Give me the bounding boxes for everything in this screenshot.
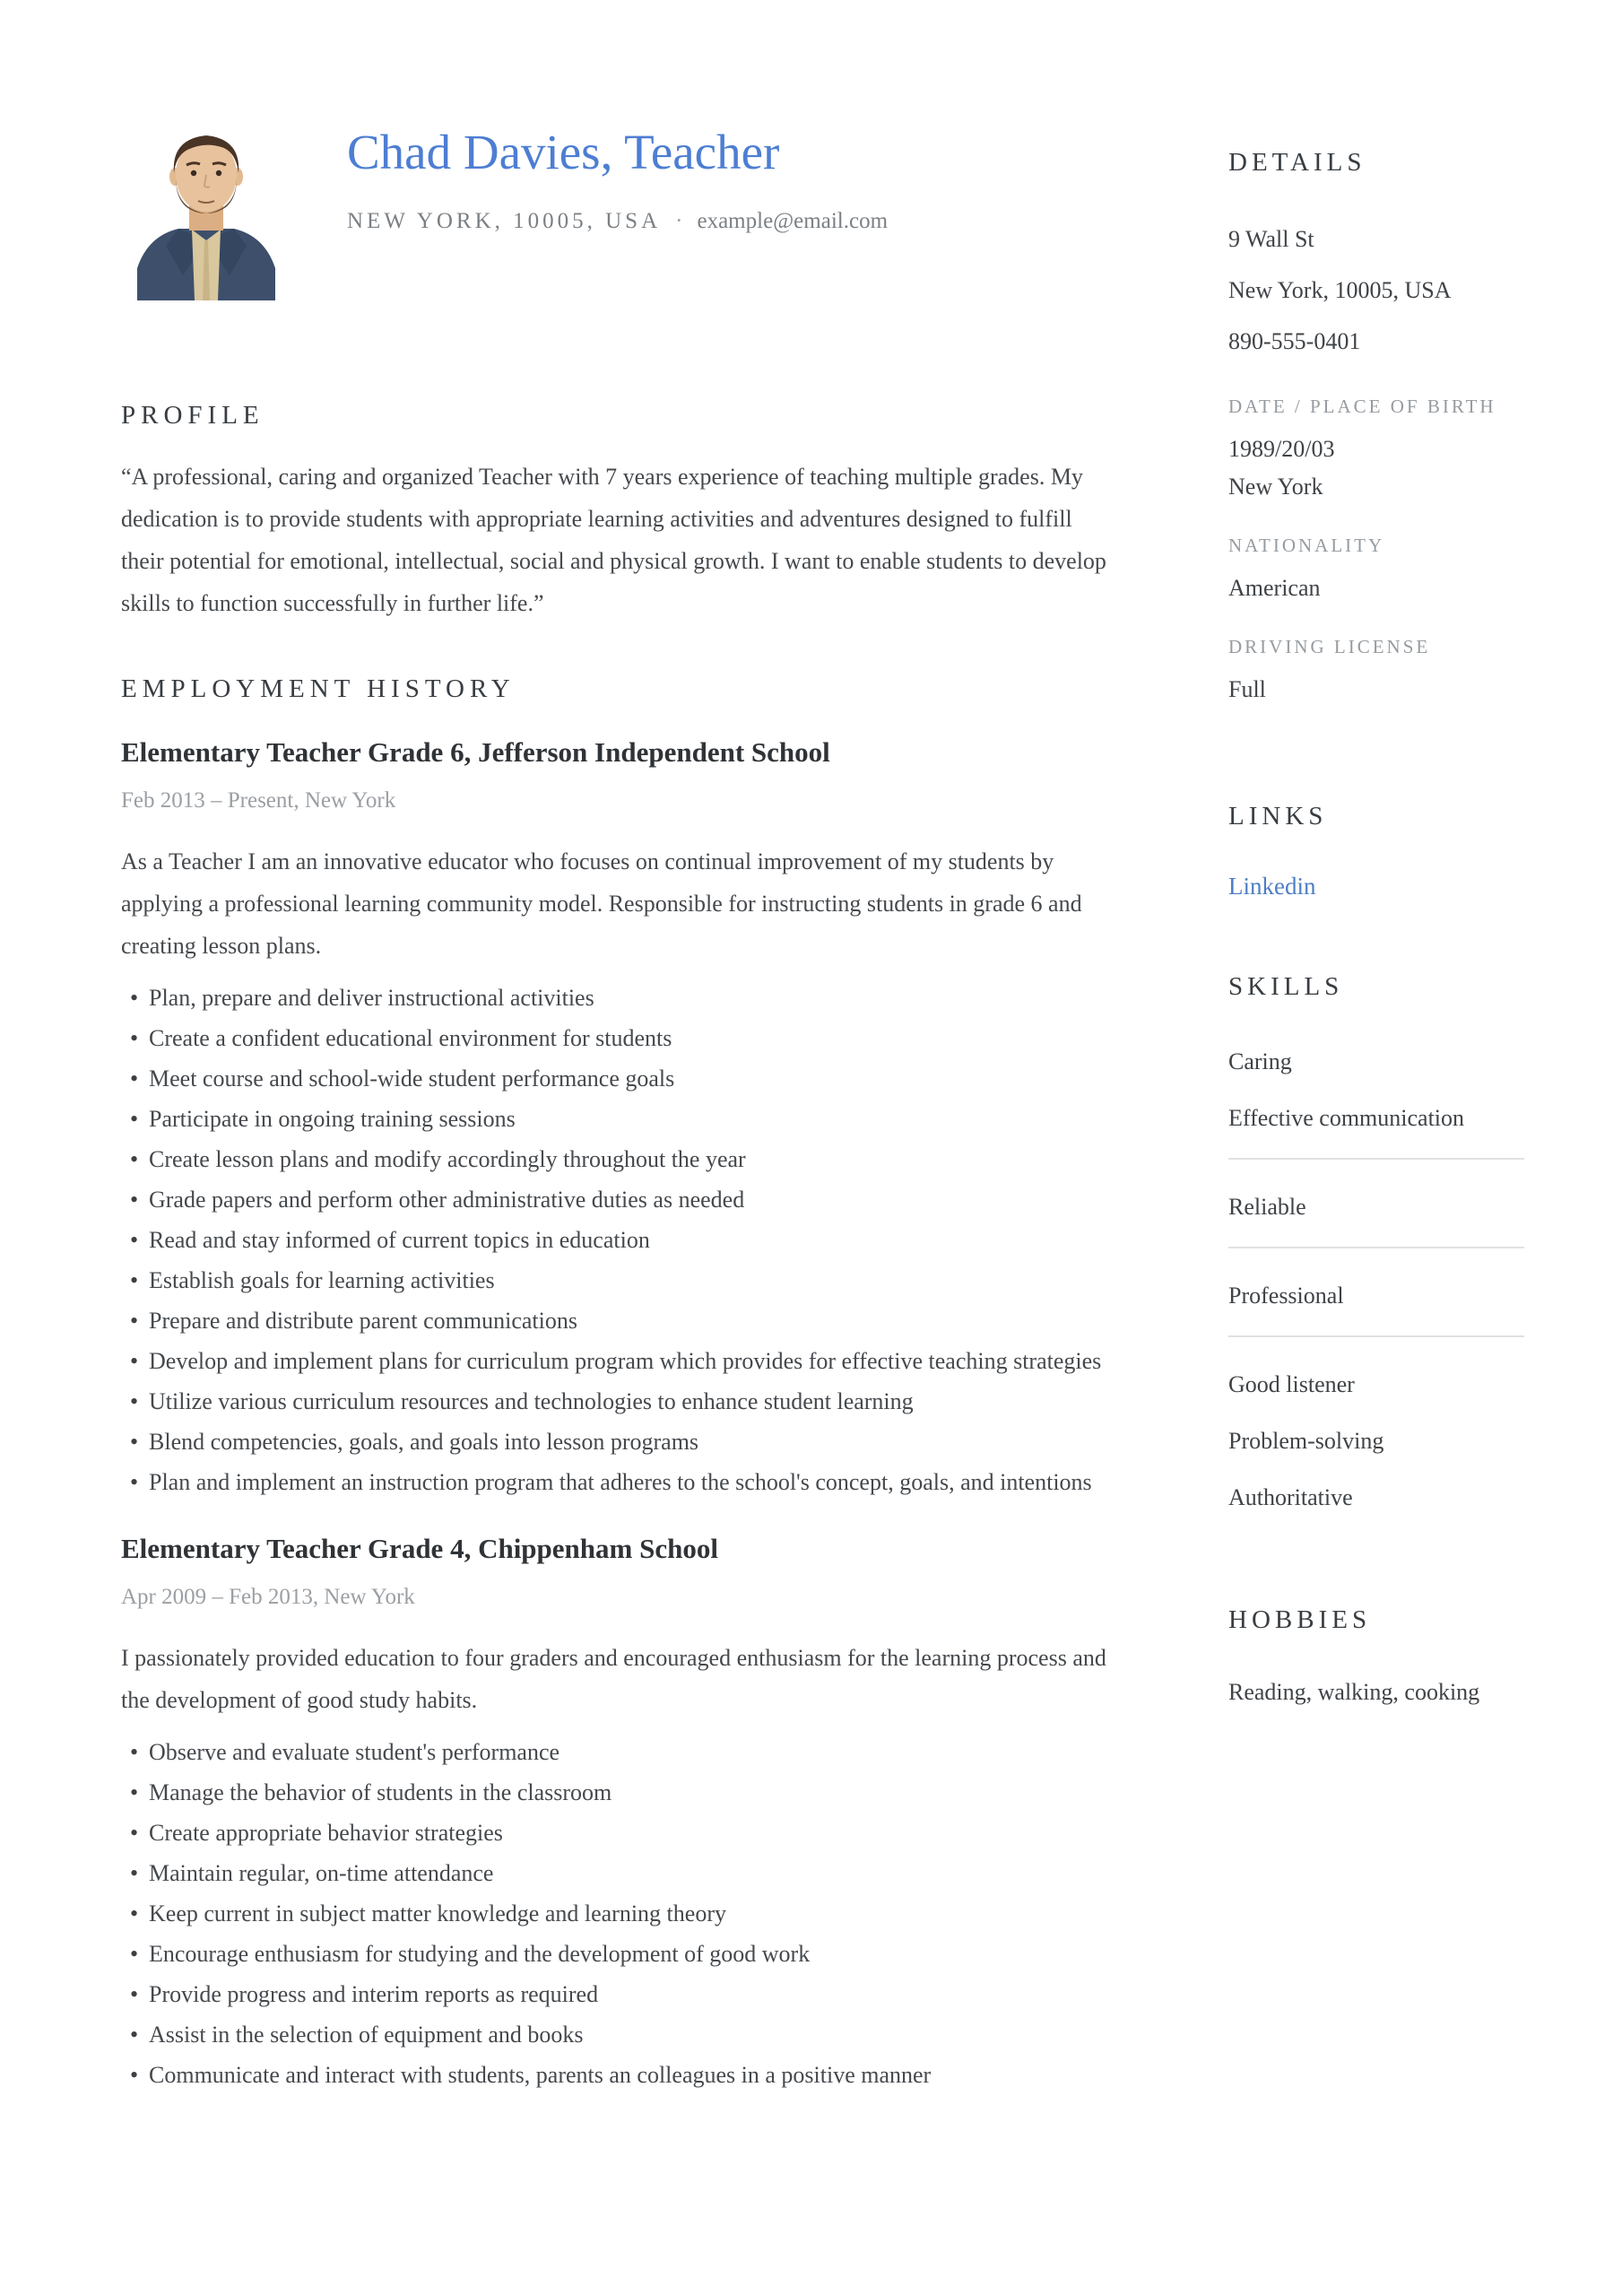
skills-heading: SKILLS [1228,972,1344,1001]
profile-photo [121,121,291,300]
details-section [1228,148,1524,709]
profile-section [121,401,1112,624]
bullet-item: • Create a confident educational environment for students [121,1018,1112,1058]
nationality-label: NATIONALITY [1228,535,1385,556]
bullet-item: • Encourage enthusiasm for studying and the development of good work [121,1934,1112,1974]
sidebar [1228,148,1524,2224]
resume-header [121,121,1112,300]
contact-line [347,209,888,234]
email-text: example@email.com [697,209,889,233]
main-column [121,121,1112,2224]
bullet-item: • Utilize various curriculum resources and technologies to enhance student learning [121,1381,1112,1422]
bullet-item: • Provide progress and interim reports as required [121,1974,1112,2014]
bullet-item: • Create lesson plans and modify accordingly throughout the year [121,1139,1112,1179]
skill-item: Reliable [1228,1194,1306,1220]
address-line-1: 9 Wall St [1228,226,1314,252]
bullet-item: • Keep current in subject matter knowledge and learning theory [121,1893,1112,1934]
skill-divider [1228,1247,1524,1248]
address-line-2: New York, 10005, USA [1228,277,1452,303]
bullet-item: • Participate in ongoing training sessions [121,1099,1112,1139]
skill-divider [1228,1335,1524,1337]
details-heading: DETAILS [1228,148,1366,177]
hobbies-heading: HOBBIES [1228,1605,1372,1634]
location-text: NEW YORK, 10005, USA [347,209,662,233]
phone-number: 890-555-0401 [1228,328,1361,354]
bullet-item: • Assist in the selection of equipment and books [121,2014,1112,2055]
birth-value [1228,430,1502,506]
skill-divider [1228,1158,1524,1160]
job-bullet-list [121,978,1112,1502]
hobbies-text: Reading, walking, cooking [1228,1679,1480,1705]
bullet-item: • Read and stay informed of current topics in education [121,1220,1112,1260]
linkedin-link[interactable]: Linkedin [1228,873,1316,900]
license-label: DRIVING LICENSE [1228,636,1431,657]
bullet-item: • Blend competencies, goals, and goals into lesson programs [121,1422,1112,1462]
bullet-item: • Develop and implement plans for curriculum program which provides for effective teaching strategies [121,1341,1112,1381]
license-value: Full [1228,676,1266,702]
birth-label: DATE / PLACE OF BIRTH [1228,396,1496,417]
employment-heading: EMPLOYMENT HISTORY [121,674,516,703]
name-title: Chad Davies, Teacher [347,125,780,179]
employment-section [121,674,1112,2095]
hobbies-section [1228,1605,1524,1712]
bullet-item: • Grade papers and perform other administrative duties as needed [121,1179,1112,1220]
bullet-item: • Prepare and distribute parent communications [121,1300,1112,1341]
skills-section [1228,972,1524,1519]
bullet-item: • Establish goals for learning activities [121,1260,1112,1300]
job-title: Elementary Teacher Grade 6, Jefferson Independent School [121,736,830,768]
skill-item: Problem-solving [1228,1428,1384,1454]
portrait-illustration [121,121,291,300]
profile-heading: PROFILE [121,401,265,430]
job-summary: I passionately provided education to four graders and encouraged enthusiasm for the learning process and the development of good study habits. [121,1645,1106,1713]
links-section [1228,802,1524,900]
nationality-value: American [1228,575,1321,601]
bullet-item: • Plan and implement an instruction program that adheres to the school's concept, goals, and intentions [121,1462,1112,1502]
job-summary: As a Teacher I am an innovative educator who focuses on continual improvement of my students by applying a professional learning community model. Responsible for instructing students in grade 6 and creating lesson plans. [121,848,1082,959]
links-heading: LINKS [1228,802,1328,831]
job-dates: Apr 2009 – Feb 2013, New York [121,1585,415,1609]
bullet-item: • Manage the behavior of students in the classroom [121,1772,1112,1813]
job-title: Elementary Teacher Grade 4, Chippenham School [121,1533,718,1564]
address-block [1228,213,1524,367]
birth-date: 1989/20/03 [1228,436,1335,462]
skills-list [1228,1039,1524,1519]
job-bullet-list [121,1732,1112,2095]
skill-item: Caring [1228,1048,1292,1074]
bullet-item: • Create appropriate behavior strategies [121,1813,1112,1853]
job-entry [121,736,1112,1502]
bullet-item: • Plan, prepare and deliver instructional activities [121,978,1112,1018]
profile-text: “A professional, caring and organized Teacher with 7 years experience of teaching multiple grades. My dedication is to provide students with appropriate learning activities and adventures designed to fulfill their potential for emotional, intellectual, social and physical growth. I want to enable students to develop skills to function successfully in further life.” [121,464,1106,616]
skill-item: Good listener [1228,1371,1355,1397]
job-dates: Feb 2013 – Present, New York [121,788,396,813]
separator-dot: · [675,209,683,233]
bullet-item: • Meet course and school-wide student performance goals [121,1058,1112,1099]
skill-item: Authoritative [1228,1484,1353,1510]
header-text [347,121,888,234]
skill-item: Effective communication [1228,1105,1465,1131]
bullet-item: • Observe and evaluate student's performance [121,1732,1112,1772]
skill-item: Professional [1228,1283,1344,1309]
bullet-item: • Maintain regular, on-time attendance [121,1853,1112,1893]
bullet-item: • Communicate and interact with students, parents an colleagues in a positive manner [121,2055,1112,2095]
job-entry [121,1533,1112,2095]
birth-place: New York [1228,474,1323,500]
